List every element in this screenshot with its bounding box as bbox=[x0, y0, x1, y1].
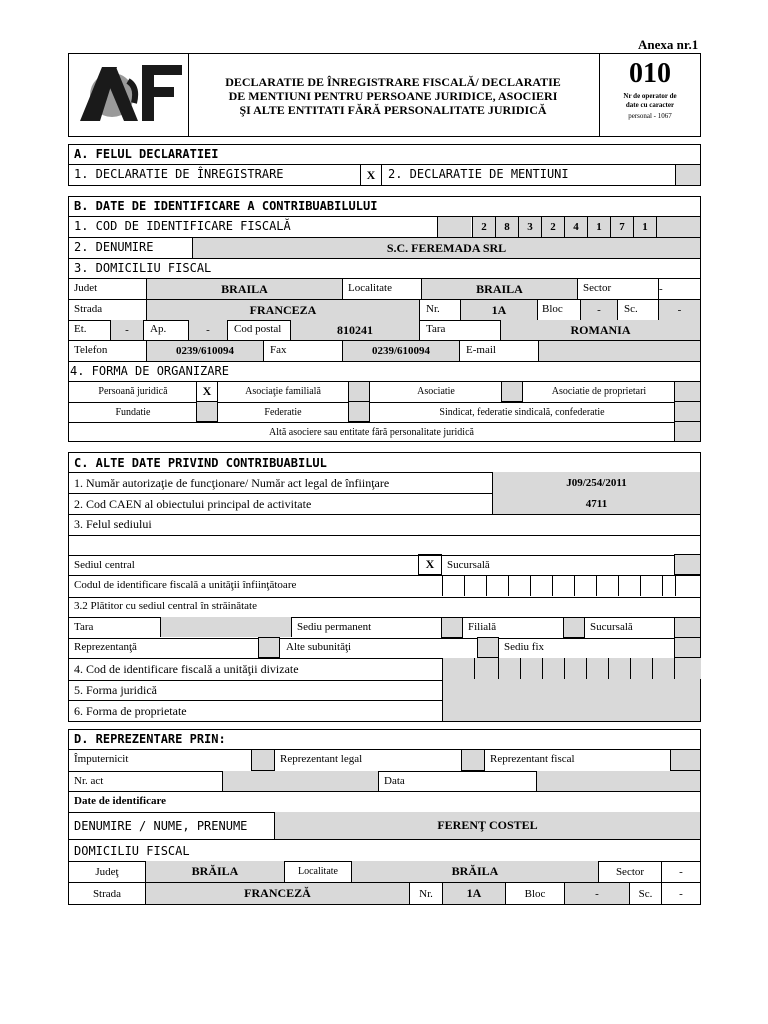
tara-value[interactable]: ROMANIA bbox=[500, 320, 700, 340]
cod-unitate-divizata-label: 4. Cod de identificare fiscală a unităţii divizate bbox=[74, 662, 299, 676]
declaratie-mentiuni-label: 2. DECLARATIE DE MENTIUNI bbox=[388, 167, 569, 181]
cif-digit[interactable]: 7 bbox=[610, 217, 633, 237]
strada-reprezentant-label: Strada bbox=[92, 887, 122, 900]
sediu-fix-label: Sediu fix bbox=[504, 641, 545, 653]
caen-label: 2. Cod CAEN al obiectului principal de activitate bbox=[74, 497, 312, 511]
forma-proprietate-label: 6. Forma de proprietate bbox=[74, 704, 187, 718]
cif-digit[interactable]: 2 bbox=[541, 217, 564, 237]
data-label: Data bbox=[384, 775, 405, 787]
sucursala2-checkbox[interactable] bbox=[674, 617, 701, 638]
data-value[interactable] bbox=[536, 771, 700, 791]
forma-juridica-label: 5. Forma juridică bbox=[74, 683, 157, 697]
cif-tail bbox=[656, 217, 700, 237]
declaratie-inregistrare-label: 1. DECLARATIE DE ÎNREGISTRARE bbox=[74, 167, 284, 181]
telefon-label: Telefon bbox=[74, 344, 108, 356]
annex-label: Anexa nr.1 bbox=[638, 37, 699, 52]
operator-line1: Nr de operator de bbox=[623, 92, 677, 100]
bloc-label: Bloc bbox=[542, 303, 563, 315]
org-asociatie-familiala-label: Asociaţie familială bbox=[245, 385, 321, 397]
cif-digit[interactable]: 3 bbox=[518, 217, 541, 237]
judet-value[interactable]: BRAILA bbox=[146, 279, 343, 299]
email-label: E-mail bbox=[466, 344, 496, 356]
reprezentanta-checkbox[interactable] bbox=[258, 637, 280, 658]
alte-subunitati-label: Alte subunităţi bbox=[286, 641, 352, 653]
alte-subunitati-checkbox[interactable] bbox=[477, 637, 499, 658]
tara-label: Tara bbox=[426, 323, 446, 335]
judet-reprezentant-label: Judeţ bbox=[95, 865, 119, 878]
bloc-reprezentant-label: Bloc bbox=[524, 887, 546, 900]
localitate-label: Localitate bbox=[348, 282, 392, 294]
section-b-title: B. DATE DE IDENTIFICARE A CONTRIBUABILULUI bbox=[74, 199, 378, 213]
reprezentant-fiscal-label: Reprezentant fiscal bbox=[490, 753, 575, 765]
ap-value[interactable]: - bbox=[188, 320, 228, 340]
form-code: 010 bbox=[629, 58, 671, 89]
cod-unitate-infiintatoare-cells[interactable] bbox=[442, 575, 701, 596]
nr-value[interactable]: 1A bbox=[460, 300, 538, 320]
et-label: Et. bbox=[74, 323, 87, 335]
imputernicit-label: Împuternicit bbox=[74, 753, 129, 765]
sector-reprezentant-label: Sector bbox=[615, 865, 645, 878]
org-fundatie-checkbox[interactable] bbox=[196, 401, 218, 422]
forma-proprietate-value[interactable] bbox=[442, 700, 700, 721]
fax-label: Fax bbox=[270, 344, 287, 356]
judet-label: Judet bbox=[74, 282, 98, 294]
org-fundatie-label: Fundatie bbox=[115, 406, 151, 418]
sediu-permanent-label: Sediu permanent bbox=[297, 621, 372, 633]
sector-label: Sector bbox=[583, 282, 612, 294]
filiala-label: Filială bbox=[468, 621, 497, 633]
cif-prefix bbox=[437, 217, 471, 237]
section-a-title: A. FELUL DECLARATIEI bbox=[74, 147, 219, 161]
declaratie-inregistrare-checkbox[interactable]: X bbox=[360, 164, 382, 186]
judet-reprezentant-value[interactable]: BRĂILA bbox=[145, 861, 285, 882]
reprezentant-legal-checkbox[interactable] bbox=[461, 749, 485, 771]
et-value[interactable]: - bbox=[110, 320, 144, 340]
anaf-logo bbox=[72, 57, 184, 133]
bloc-value[interactable]: - bbox=[580, 300, 618, 320]
denumire-value[interactable]: S.C. FEREMADA SRL bbox=[192, 238, 700, 258]
form-title-line3: ŞI ALTE ENTITATI FĂRĂ PERSONALITATE JURIDICĂ bbox=[239, 103, 547, 117]
forma-juridica-value[interactable] bbox=[442, 679, 700, 700]
cif-digit[interactable]: 4 bbox=[564, 217, 587, 237]
sucursala-checkbox[interactable] bbox=[674, 554, 701, 575]
org-persoana-juridica-checkbox[interactable]: X bbox=[196, 381, 218, 402]
org-persoana-juridica-label: Persoană juridică bbox=[98, 385, 168, 397]
domiciliu-label: 3. DOMICILIU FISCAL bbox=[74, 261, 212, 275]
cif-digit[interactable]: 2 bbox=[472, 217, 495, 237]
date-identificare-label: Date de identificare bbox=[74, 795, 167, 807]
strada-value[interactable]: FRANCEZA bbox=[146, 300, 420, 320]
localitate-value[interactable]: BRAILA bbox=[421, 279, 578, 299]
sector-value[interactable]: - bbox=[658, 279, 700, 299]
filiala-checkbox[interactable] bbox=[563, 617, 585, 638]
tara-strainatate-label: Tara bbox=[74, 621, 94, 633]
email-value[interactable] bbox=[538, 341, 700, 361]
org-federatie-label: Federatie bbox=[264, 406, 302, 418]
sediu-central-checkbox[interactable]: X bbox=[418, 554, 442, 575]
org-federatie-checkbox[interactable] bbox=[348, 401, 370, 422]
cod-unitate-infiintatoare-label: Codul de identificare fiscală a unităţii înfiinţătoare bbox=[74, 579, 297, 591]
platitor-strainatate-label: 3.2 Plătitor cu sediul central în străinătate bbox=[74, 600, 257, 612]
org-alta-asociere-checkbox[interactable] bbox=[674, 421, 701, 442]
denumire-reprezentant-label: DENUMIRE / NUME, PRENUME bbox=[74, 819, 248, 833]
sc-value[interactable]: - bbox=[658, 300, 700, 320]
cif-digit[interactable]: 1 bbox=[587, 217, 610, 237]
cod-postal-value[interactable]: 810241 bbox=[290, 320, 420, 340]
nr-reprezentant-value[interactable]: 1A bbox=[442, 883, 506, 904]
sucursala-label: Sucursală bbox=[447, 559, 490, 571]
org-alta-asociere-label: Altă asociere sau entitate fără personalitate juridică bbox=[269, 426, 474, 438]
tara-strainatate-value[interactable] bbox=[160, 617, 292, 637]
org-sindicat-checkbox[interactable] bbox=[674, 401, 701, 422]
felul-sediului-label: 3. Felul sediului bbox=[74, 517, 152, 531]
operator-line3: personal - 1067 bbox=[628, 112, 672, 120]
cif-digit[interactable]: 8 bbox=[495, 217, 518, 237]
autorizatie-label: 1. Număr autorizaţie de funcţionare/ Număr act legal de înfiinţare bbox=[74, 476, 390, 490]
cif-digit[interactable]: 1 bbox=[633, 217, 656, 237]
org-asociatie-checkbox[interactable] bbox=[501, 381, 523, 402]
form-title-line1: DECLARATIE DE ÎNREGISTRARE FISCALĂ/ DECLARATIE bbox=[225, 75, 561, 89]
section-d-title: D. REPREZENTARE PRIN: bbox=[74, 732, 226, 746]
caen-value[interactable]: 4711 bbox=[492, 493, 700, 514]
cod-postal-label: Cod postal bbox=[234, 323, 282, 335]
declaratie-mentiuni-checkbox[interactable] bbox=[675, 164, 701, 186]
strada-reprezentant-value[interactable]: FRANCEZĂ bbox=[145, 883, 410, 904]
sediu-permanent-checkbox[interactable] bbox=[441, 617, 463, 638]
org-asociatie-label: Asociatie bbox=[417, 385, 455, 397]
ap-label: Ap. bbox=[150, 323, 167, 335]
nr-label: Nr. bbox=[426, 303, 440, 315]
reprezentanta-label: Reprezentanţă bbox=[74, 641, 137, 653]
reprezentant-fiscal-checkbox[interactable] bbox=[670, 749, 701, 771]
org-sindicat-label: Sindicat, federatie sindicală, confederatie bbox=[439, 406, 605, 418]
reprezentant-legal-label: Reprezentant legal bbox=[280, 753, 363, 765]
denumire-label: 2. DENUMIRE bbox=[74, 240, 154, 254]
domiciliu-reprezentant-label: DOMICILIU FISCAL bbox=[74, 844, 190, 858]
cif-label: 1. COD DE IDENTIFICARE FISCALĂ bbox=[74, 219, 291, 233]
strada-label: Strada bbox=[74, 303, 103, 315]
sc-reprezentant-value[interactable]: - bbox=[661, 883, 700, 904]
telefon-value[interactable]: 0239/610094 bbox=[146, 341, 264, 361]
sucursala2-label: Sucursală bbox=[590, 621, 633, 633]
fax-value[interactable]: 0239/610094 bbox=[342, 341, 460, 361]
sc-label: Sc. bbox=[624, 303, 638, 315]
sector-reprezentant-value[interactable]: - bbox=[661, 861, 700, 882]
forma-organizare-label: 4. FORMA DE ORGANIZARE bbox=[70, 364, 229, 378]
operator-line2: date cu caracter bbox=[625, 101, 675, 109]
nr-act-label: Nr. act bbox=[74, 775, 104, 787]
org-asociatie-familiala-checkbox[interactable] bbox=[348, 381, 370, 402]
org-asociatie-proprietari-label: Asociatie de proprietari bbox=[551, 385, 647, 397]
section-c-title: C. ALTE DATE PRIVIND CONTRIBUABILUL bbox=[74, 456, 327, 470]
sediu-central-label: Sediul central bbox=[74, 559, 135, 571]
form-title-line2: DE MENTIUNI PENTRU PERSOANE JURIDICE, ASOCIERI bbox=[228, 89, 558, 103]
cod-unitate-divizata-cells[interactable] bbox=[442, 658, 701, 679]
denumire-reprezentant-value[interactable]: FERENŢ COSTEL bbox=[274, 812, 700, 839]
localitate-reprezentant-label: Localitate bbox=[298, 866, 338, 877]
bloc-reprezentant-value[interactable]: - bbox=[564, 883, 630, 904]
sediu-fix-checkbox[interactable] bbox=[674, 637, 701, 658]
org-asociatie-proprietari-checkbox[interactable] bbox=[674, 381, 701, 402]
imputernicit-checkbox[interactable] bbox=[251, 749, 275, 771]
sc-reprezentant-label: Sc. bbox=[638, 887, 653, 900]
nr-act-value[interactable] bbox=[222, 771, 379, 791]
localitate-reprezentant-value[interactable]: BRĂILA bbox=[351, 861, 599, 882]
nr-reprezentant-label: Nr. bbox=[419, 887, 433, 900]
autorizatie-value[interactable]: J09/254/2011 bbox=[492, 472, 700, 493]
